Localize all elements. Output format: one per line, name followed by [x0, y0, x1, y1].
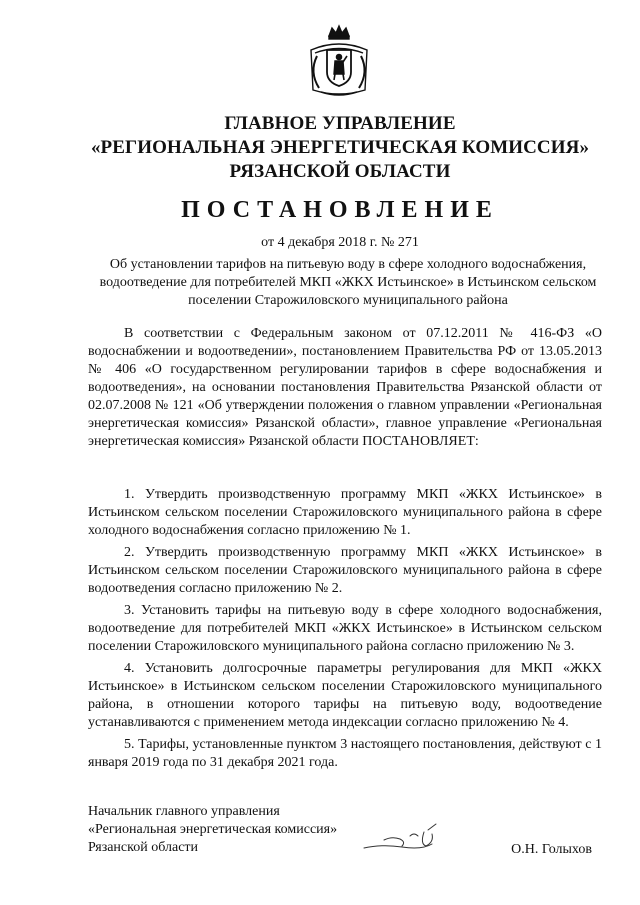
resolution-item: 1. Утвердить производственную программу МКП «ЖКХ Истьинское» в Истьинском сельском поселении Старожиловского муниципального района в сфере холодного водоснабжения согласно приложению № 1.	[88, 487, 602, 538]
resolution-item: 2. Утвердить производственную программу МКП «ЖКХ Истьинское» в Истьинском сельском поселении Старожиловского муниципального района в сфере водоотведения согласно приложению № 2.	[88, 545, 602, 596]
resolution-item: 4. Установить долгосрочные параметры регулирования для МКП «ЖКХ Истьинское» в Истьинском сельском поселении Старожиловского муниципального района, в отношении которого тарифы на питьевую воду, водоотведение устанавливаются с применением метода индексации согласно приложению № 4.	[88, 661, 602, 730]
coat-of-arms-icon	[299, 20, 379, 100]
organization-line: ГЛАВНОЕ УПРАВЛЕНИЕ	[224, 113, 456, 134]
signatory-position-line: Начальник главного управления	[88, 804, 280, 819]
resolution-item: 5. Тарифы, установленные пунктом 3 настоящего постановления, действуют с 1 января 2019 года по 31 декабря 2021 года.	[88, 737, 602, 770]
resolution-item: 3. Установить тарифы на питьевую воду в сфере холодного водоснабжения, водоотведение для потребителей МКП «ЖКХ Истьинское» в Истьинском сельском поселении Старожиловского муниципального района согласно приложению № 3.	[88, 603, 602, 654]
resolution-items	[88, 486, 602, 776]
document-date-number: от 4 декабря 2018 г. № 271	[261, 235, 419, 250]
document-type: ПОСТАНОВЛЕНИЕ	[181, 197, 499, 223]
document-header	[80, 112, 600, 252]
document-subject: Об установлении тарифов на питьевую воду в сфере холодного водоснабжения, водоотведение для потребителей МКП «ЖКХ Истьинское» в Истьинском сельском поселении Старожиловского муниципального района	[99, 257, 597, 308]
signatory-position-line: «Региональная энергетическая комиссия»	[88, 822, 338, 837]
signatory-name: О.Н. Голыхов	[511, 842, 592, 857]
signature-block	[88, 803, 602, 857]
organization-line: «РЕГИОНАЛЬНАЯ ЭНЕРГЕТИЧЕСКАЯ КОМИССИЯ»	[90, 137, 590, 158]
signatory-position-line: Рязанской области	[88, 840, 199, 855]
preamble-paragraph: В соответствии с Федеральным законом от 07.12.2011 № 416-ФЗ «О водоснабжении и водоотведении», постановлением Правительства РФ от 13.05.2013 № 406 «О государственном регулировании тарифов в сфере водоснабжения и водоотведения», на основании постановления Правительства Рязанской области от 02.07.2008 № 121 «Об утверждении положения о главном управлении «Региональная энергетическая комиссия» Рязанской области», главное управление «Региональная энергетическая комиссия» Рязанской области ПОСТАНОВЛЯЕТ:	[88, 326, 602, 449]
organization-line: РЯЗАНСКОЙ ОБЛАСТИ	[229, 161, 451, 182]
organization-name	[80, 112, 600, 184]
handwritten-signature	[362, 822, 452, 858]
